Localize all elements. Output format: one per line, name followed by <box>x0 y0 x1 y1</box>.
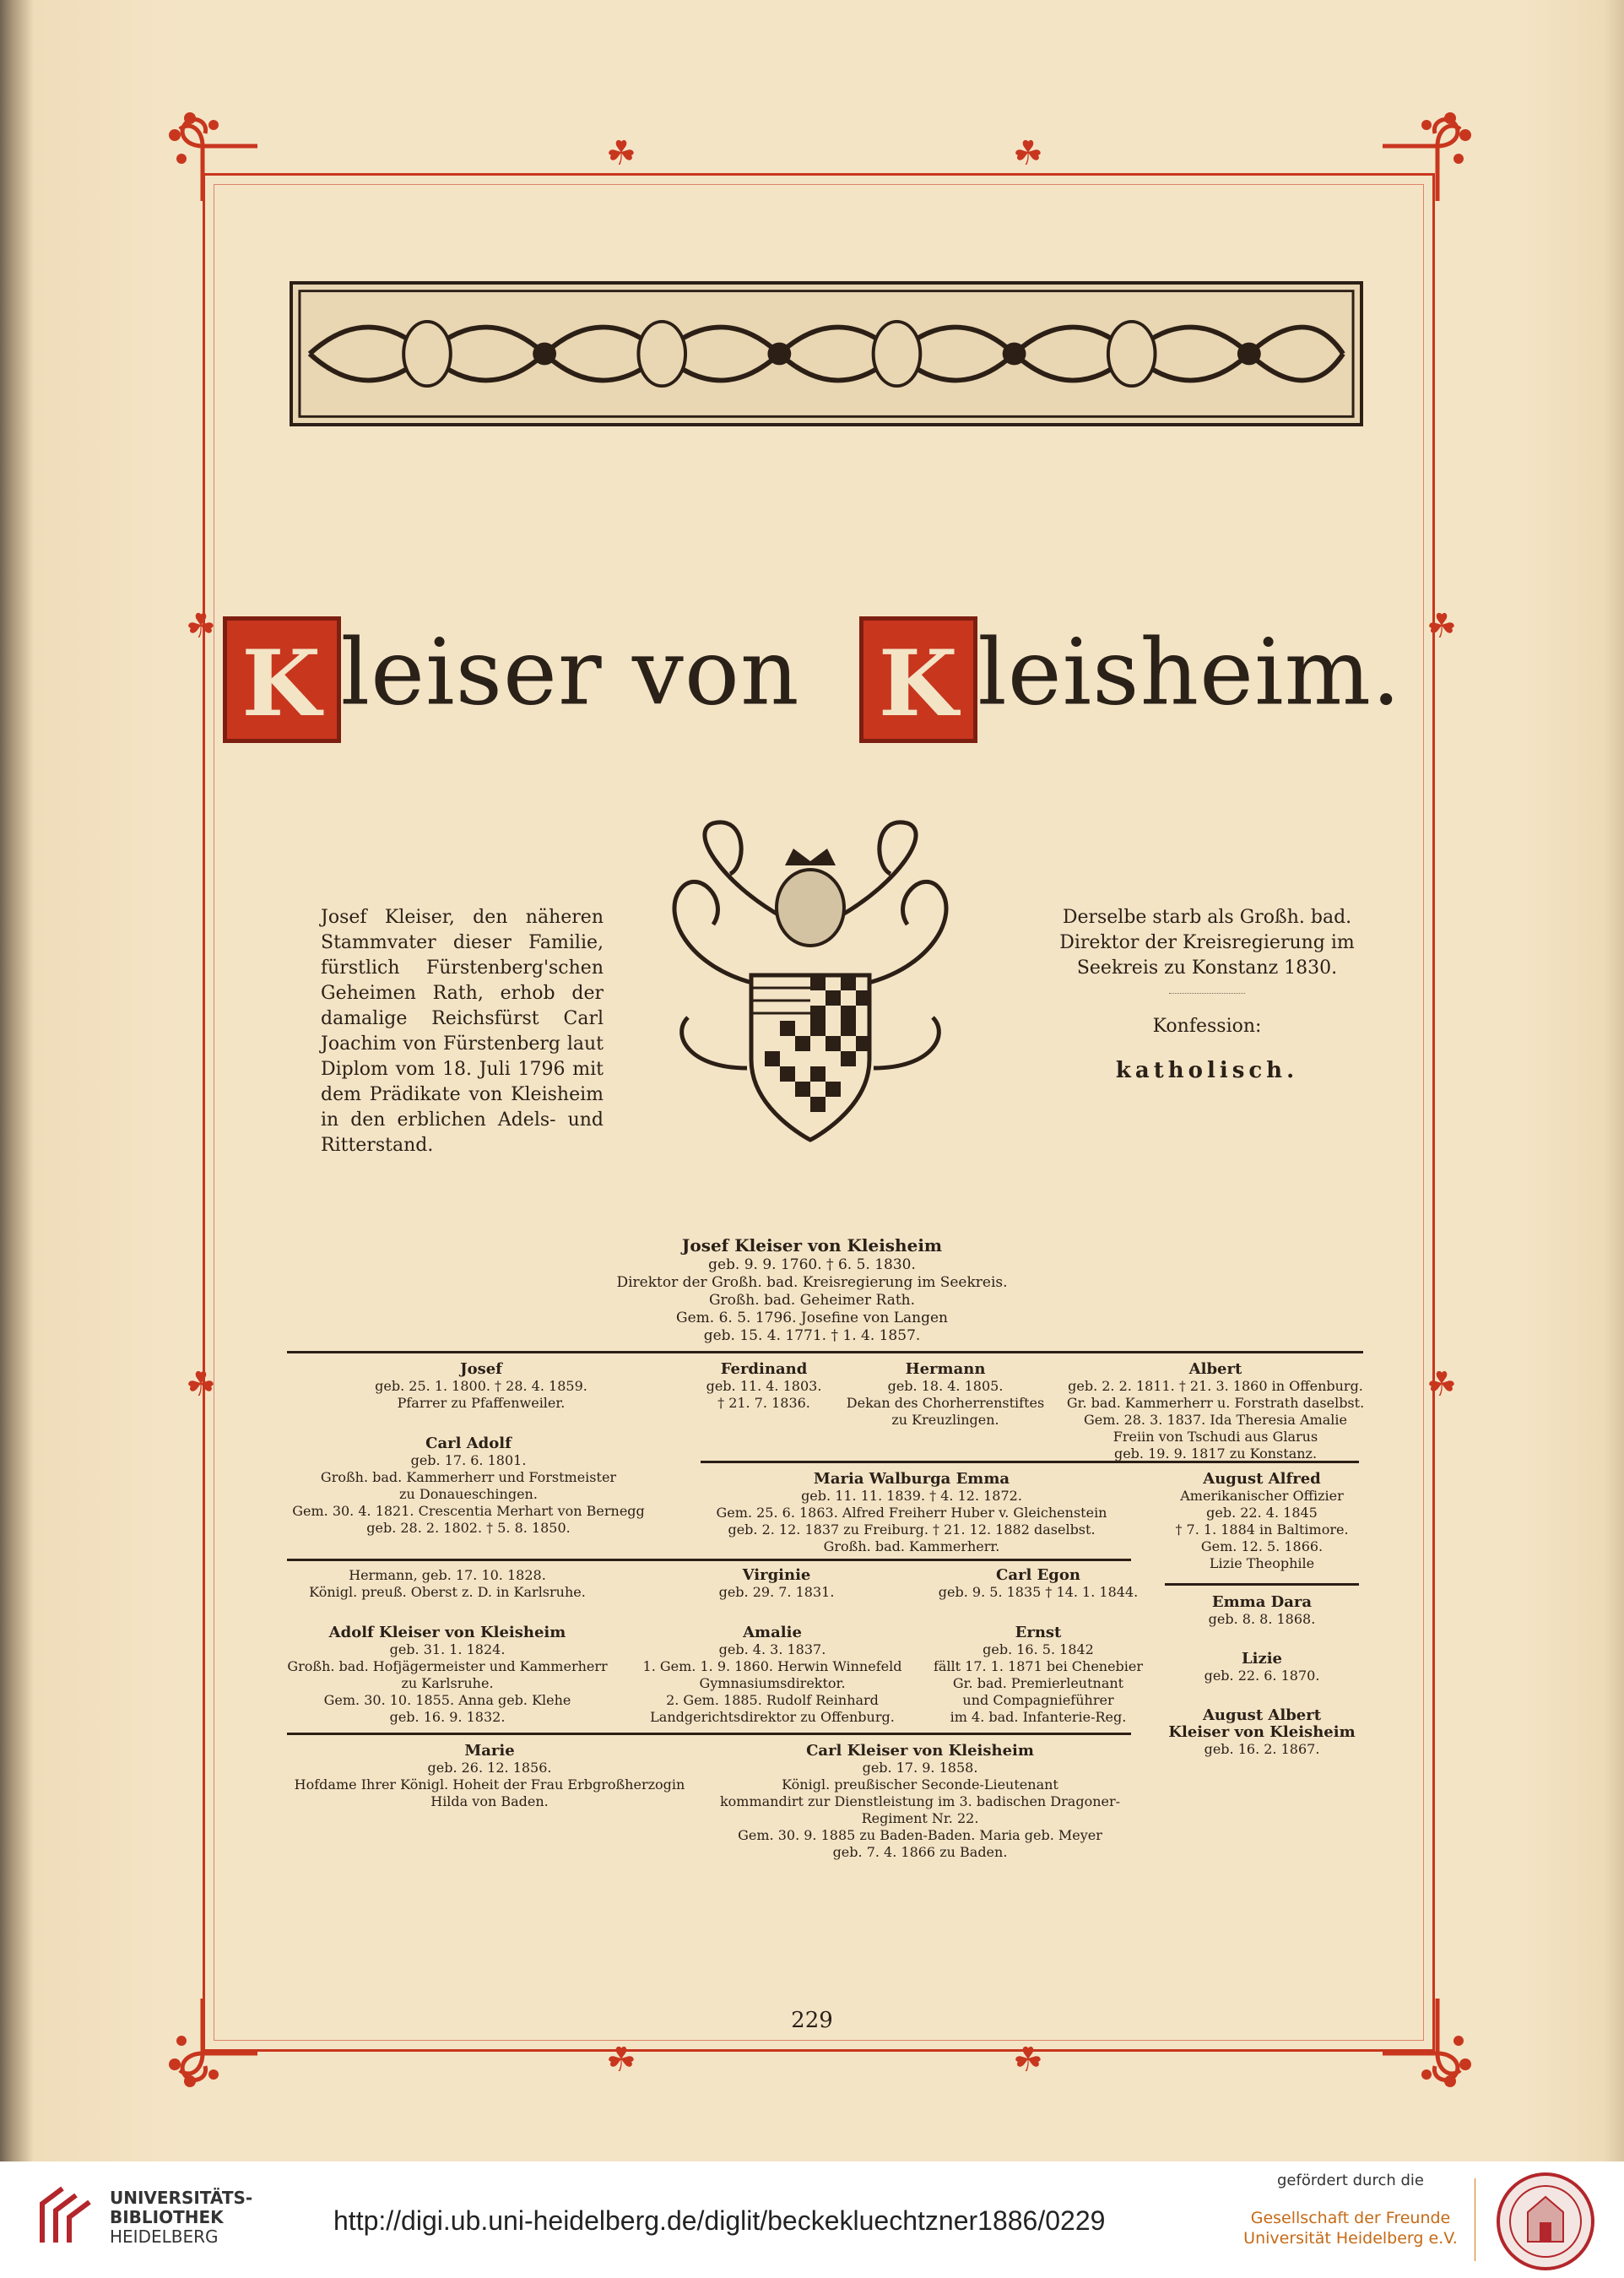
person-name: Hermann, geb. 17. 10. 1828. <box>349 1567 546 1583</box>
person-name: Albert <box>1188 1360 1242 1378</box>
person-line: Pfarrer zu Pfaffenweiler. <box>397 1395 566 1411</box>
library-logo-icon <box>34 2183 98 2248</box>
separator <box>1169 993 1245 994</box>
person-line: Kleiser von Kleisheim <box>1168 1723 1356 1741</box>
person-line: Dekan des Chorherrenstiftes <box>846 1395 1045 1411</box>
person-line: zu Donaueschingen. <box>399 1486 538 1502</box>
person-name: Amalie <box>743 1624 802 1641</box>
person-august-alfred <box>1156 1471 1367 1572</box>
title-word: leisheim. <box>977 620 1402 726</box>
trefoil-ornament-icon: ☘ <box>606 2041 636 2080</box>
person-line: Königl. preußischer Seconde-Lieutenant <box>782 1776 1058 1793</box>
person-line: Großh. bad. Geheimer Rath. <box>708 1292 916 1309</box>
person-line: Regiment Nr. 22. <box>861 1810 979 1826</box>
person-line: geb. 15. 4. 1771. † 1. 4. 1857. <box>703 1327 921 1344</box>
library-line: BIBLIOTHEK <box>110 2207 224 2227</box>
person-line: geb. 4. 3. 1837. <box>718 1641 826 1657</box>
person-line: geb. 17. 6. 1801. <box>410 1452 527 1468</box>
person-line: geb. 16. 5. 1842 <box>983 1641 1094 1657</box>
person-line: im 4. bad. Infanterie-Reg. <box>950 1709 1127 1725</box>
trefoil-ornament-icon: ☘ <box>1013 2041 1043 2080</box>
corner-flourish-icon <box>1374 1990 1475 2091</box>
person-ferdinand <box>688 1361 840 1412</box>
confession-value: katholisch. <box>1115 1058 1299 1083</box>
intro-paragraph: Josef Kleiser, den näheren Stammvater dieser Familie, fürstlich Fürstenberg'schen Geheimen Rath, erhob der damalige Reichsfürst Carl Joachim von Fürstenberg laut Diplom vom 18. Juli 1796 mit dem Prädikate von Kleisheim in den erblichen Adels- und Ritterstand. <box>321 907 604 1156</box>
person-line: Hofdame Ihrer Königl. Hoheit der Frau Erbgroßherzogin <box>294 1776 685 1793</box>
person-line: fällt 17. 1. 1871 bei Chenebier <box>933 1658 1144 1674</box>
person-line: Gem. 30. 9. 1885 zu Baden-Baden. Maria geb. Meyer <box>738 1827 1102 1843</box>
person-albert <box>1064 1361 1367 1462</box>
person-line: Großh. bad. Kammerherr und Forstmeister <box>320 1469 617 1485</box>
person-line: geb. 19. 9. 1817 zu Konstanz. <box>1113 1445 1318 1462</box>
person-josef <box>321 1361 641 1412</box>
person-line: geb. 2. 2. 1811. † 21. 3. 1860 in Offenburg. <box>1068 1378 1363 1394</box>
red-initial-letter: K <box>859 616 977 743</box>
person-line: geb. 9. 9. 1760. † 6. 5. 1830. <box>708 1256 916 1273</box>
person-line: geb. 11. 11. 1839. † 4. 12. 1872. <box>801 1488 1022 1504</box>
person-name: Ferdinand <box>720 1360 808 1378</box>
person-line: und Compagnieführer <box>962 1692 1114 1708</box>
person-line: kommandirt zur Dienstleistung im 3. badischen Dragoner- <box>719 1793 1121 1809</box>
person-line: geb. 9. 5. 1835 † 14. 1. 1844. <box>938 1584 1139 1600</box>
person-line: Lizie Theophile <box>1209 1555 1315 1571</box>
person-line: † 7. 1. 1884 in Baltimore. <box>1175 1521 1349 1538</box>
person-line: Gr. bad. Kammerherr u. Forstrath daselbst. <box>1066 1395 1365 1411</box>
person-line: Gem. 30. 4. 1821. Crescentia Merhart von Bernegg <box>292 1503 645 1519</box>
person-line: Landgerichtsdirektor zu Offenburg. <box>650 1709 895 1725</box>
person-name: Maria Walburga Emma <box>813 1470 1010 1488</box>
person-virginie <box>692 1567 861 1601</box>
person-maria-walburga-emma <box>701 1471 1123 1555</box>
corner-flourish-icon <box>165 1990 266 2091</box>
person-line: geb. 18. 4. 1805. <box>887 1378 1004 1394</box>
right-column <box>1047 905 1367 1083</box>
library-line: HEIDELBERG <box>110 2226 219 2247</box>
person-name: Marie <box>464 1742 515 1760</box>
person-name: Hermann <box>905 1360 986 1378</box>
person-hermann <box>844 1361 1047 1429</box>
person-line: Direktor der Großh. bad. Kreisregierung im Seekreis. <box>616 1274 1008 1291</box>
person-line: † 21. 7. 1836. <box>717 1395 810 1411</box>
trefoil-ornament-icon: ☘ <box>186 607 216 646</box>
person-line: zu Karlsruhe. <box>401 1675 494 1691</box>
tree-line <box>287 1351 1363 1353</box>
person-line: Großh. bad. Kammerherr. <box>823 1538 1000 1554</box>
root-person <box>0 1237 1624 1345</box>
person-line: Freiin von Tschudi aus Glarus <box>1112 1429 1318 1445</box>
person-line: Großh. bad. Hofjägermeister und Kammerherr <box>287 1658 608 1674</box>
person-amalie <box>620 1624 924 1726</box>
person-line: geb. 28. 2. 1802. † 5. 8. 1850. <box>366 1520 571 1536</box>
trefoil-ornament-icon: ☘ <box>1426 1365 1457 1404</box>
person-carl-adolf <box>279 1435 658 1537</box>
page-title <box>0 616 1624 743</box>
title-word: leiser von <box>340 620 800 726</box>
person-line: Amerikanischer Offizier <box>1180 1488 1344 1504</box>
person-line: Gymnasiumsdirektor. <box>699 1675 846 1691</box>
person-name: Ernst <box>1015 1624 1062 1641</box>
person-name: August Albert <box>1202 1706 1322 1724</box>
person-hermann-1828 <box>279 1567 616 1601</box>
person-line: geb. 29. 7. 1831. <box>718 1584 835 1600</box>
person-line: Königl. preuß. Oberst z. D. in Karlsruhe. <box>309 1584 586 1600</box>
person-line: geb. 16. 9. 1832. <box>389 1709 506 1725</box>
person-name: Josef Kleiser von Kleisheim <box>681 1235 943 1256</box>
sponsor-line: Gesellschaft der Freunde <box>1250 2209 1451 2227</box>
coat-of-arms-icon <box>654 815 966 1169</box>
trefoil-ornament-icon: ☘ <box>186 1365 216 1404</box>
person-name: Adolf Kleiser von Kleisheim <box>328 1624 566 1641</box>
source-url-link[interactable]: http://digi.ub.uni-heidelberg.de/diglit/beckekluechtzner1886/0229 <box>333 2205 1106 2236</box>
tree-line <box>1165 1583 1359 1586</box>
person-line: 2. Gem. 1885. Rudolf Reinhard <box>666 1692 879 1708</box>
person-line: Hilda von Baden. <box>430 1793 549 1809</box>
person-carl-egon <box>928 1567 1148 1601</box>
library-line: UNIVERSITÄTS- <box>110 2188 253 2208</box>
person-name: Josef <box>460 1360 502 1378</box>
death-note: Derselbe starb als Großh. bad. Direktor der Kreisregierung im Seekreis zu Konstanz 1830. <box>1059 907 1355 979</box>
person-adolf <box>279 1624 616 1726</box>
tree-line <box>287 1733 1131 1735</box>
person-line: geb. 7. 4. 1866 zu Baden. <box>832 1844 1008 1860</box>
person-line: geb. 17. 9. 1858. <box>862 1760 978 1776</box>
confession-label: Konfession: <box>1152 1016 1262 1037</box>
trefoil-ornament-icon: ☘ <box>1426 607 1457 646</box>
person-line: geb. 22. 6. 1870. <box>1204 1668 1320 1684</box>
person-lizie <box>1165 1651 1359 1684</box>
person-name: August Alfred <box>1203 1470 1321 1488</box>
person-name: Emma Dara <box>1211 1593 1313 1611</box>
person-line: geb. 2. 12. 1837 zu Freiburg. † 21. 12. 1882 daselbst. <box>728 1521 1096 1538</box>
person-line: Gem. 6. 5. 1796. Josefine von Langen <box>676 1310 948 1326</box>
library-name <box>110 2189 252 2247</box>
person-emma-dara <box>1165 1594 1359 1628</box>
sponsor-label: gefördert durch die <box>1277 2172 1424 2189</box>
person-name: Lizie <box>1241 1650 1282 1668</box>
trefoil-ornament-icon: ☘ <box>1013 134 1043 173</box>
page-number: 229 <box>791 2008 833 2033</box>
person-line: geb. 31. 1. 1824. <box>389 1641 506 1657</box>
person-line: Gem. 25. 6. 1863. Alfred Freiherr Huber v. Gleichenstein <box>716 1505 1107 1521</box>
person-line: geb. 22. 4. 1845 <box>1206 1505 1318 1521</box>
person-name: Carl Kleiser von Kleisheim <box>806 1742 1034 1760</box>
sponsor-name <box>1241 2208 1460 2248</box>
person-line: geb. 11. 4. 1803. <box>706 1378 822 1394</box>
person-line: Gem. 12. 5. 1866. <box>1200 1538 1324 1554</box>
person-line: 1. Gem. 1. 9. 1860. Herwin Winnefeld <box>642 1658 902 1674</box>
person-line: Gr. bad. Premierleutnant <box>952 1675 1124 1691</box>
person-line: geb. 8. 8. 1868. <box>1208 1611 1316 1627</box>
corner-flourish-icon <box>165 108 266 209</box>
society-seal-icon <box>1494 2170 1597 2273</box>
person-line: geb. 26. 12. 1856. <box>427 1760 552 1776</box>
person-line: Gem. 28. 3. 1837. Ida Theresia Amalie <box>1083 1412 1348 1428</box>
person-line: geb. 25. 1. 1800. † 28. 4. 1859. <box>375 1378 587 1394</box>
tree-line <box>287 1559 1131 1561</box>
person-line: Gem. 30. 10. 1855. Anna geb. Klehe <box>323 1692 571 1708</box>
person-name: Carl Adolf <box>425 1435 512 1452</box>
sponsor-block <box>1241 2172 1460 2248</box>
person-marie <box>279 1743 701 1810</box>
red-initial-letter: K <box>223 616 341 743</box>
person-august-albert <box>1156 1707 1367 1758</box>
person-name: Carl Egon <box>996 1566 1080 1584</box>
person-line: geb. 16. 2. 1867. <box>1204 1741 1320 1757</box>
person-line: zu Kreuzlingen. <box>891 1412 999 1428</box>
person-carl-kleiser <box>709 1743 1131 1861</box>
trefoil-ornament-icon: ☘ <box>606 134 636 173</box>
sponsor-line: Universität Heidelberg e.V. <box>1243 2229 1458 2248</box>
corner-flourish-icon <box>1374 108 1475 209</box>
person-name: Virginie <box>742 1566 811 1584</box>
person-ernst <box>928 1624 1148 1726</box>
ornamental-header-band <box>290 281 1363 426</box>
